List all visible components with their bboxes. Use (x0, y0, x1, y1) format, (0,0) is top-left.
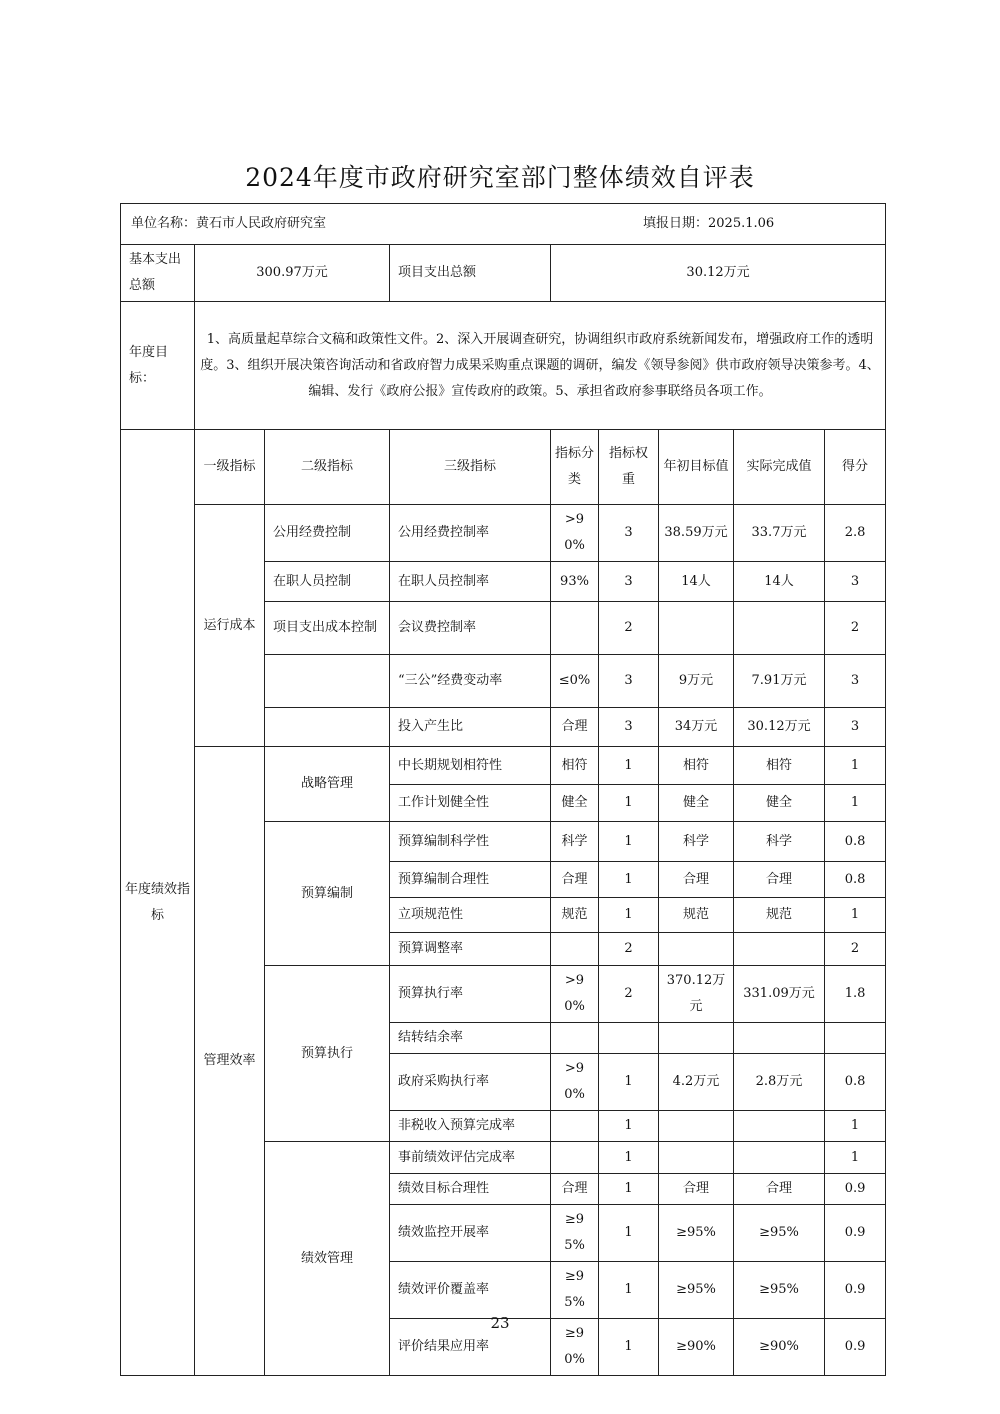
project-expense-value: 30.12万元 (551, 245, 886, 302)
indicator-weight: 1 (599, 862, 659, 898)
group-operating-cost: 运行成本 (195, 505, 265, 747)
indicator-score: 0.8 (825, 862, 886, 898)
indicator-actual (734, 1023, 825, 1054)
indicator-actual (734, 933, 825, 966)
indicator-score: 3 (825, 562, 886, 602)
indicator-type: >90% (551, 966, 599, 1023)
indicator-score: 1 (825, 747, 886, 785)
basic-expense-value: 300.97万元 (195, 245, 390, 302)
indicator-weight (599, 1023, 659, 1054)
col-header-weight: 指标权重 (599, 430, 659, 505)
indicator-score: 1 (825, 1111, 886, 1142)
indicator-name: 在职人员控制率 (390, 562, 551, 602)
subgroup-label: 预算执行 (265, 966, 390, 1142)
indicator-target: ≥95% (659, 1205, 734, 1262)
indicator-score: 0.9 (825, 1205, 886, 1262)
indicator-weight: 3 (599, 708, 659, 747)
indicator-type: ≥90% (551, 1319, 599, 1376)
col-header-actual: 实际完成值 (734, 430, 825, 505)
indicator-target: ≥90% (659, 1319, 734, 1376)
indicator-actual: 30.12万元 (734, 708, 825, 747)
indicator-type (551, 602, 599, 655)
indicator-name: 事前绩效评估完成率 (390, 1142, 551, 1174)
subgroup-label: 战略管理 (265, 747, 390, 822)
indicator-target (659, 602, 734, 655)
indicator-target: 4.2万元 (659, 1054, 734, 1111)
indicator-target: 合理 (659, 862, 734, 898)
indicator-type: ≤0% (551, 655, 599, 708)
indicator-name: 会议费控制率 (390, 602, 551, 655)
indicator-weight: 3 (599, 505, 659, 562)
indicator-target: 9万元 (659, 655, 734, 708)
indicator-name: 评价结果应用率 (390, 1319, 551, 1376)
indicator-target: 相符 (659, 747, 734, 785)
project-expense-label: 项目支出总额 (390, 245, 551, 302)
page-title: 2024年度市政府研究室部门整体绩效自评表 (245, 163, 755, 192)
basic-expense-label: 基本支出总额 (121, 245, 195, 302)
indicator-type: 相符 (551, 747, 599, 785)
indicator-weight: 2 (599, 602, 659, 655)
indicator-name: 投入产生比 (390, 708, 551, 747)
indicator-section-label: 年度绩效指标 (121, 430, 195, 1376)
evaluation-table (120, 203, 886, 1376)
col-header-type: 指标分类 (551, 430, 599, 505)
indicator-score: 0.9 (825, 1174, 886, 1205)
indicator-target: 合理 (659, 1174, 734, 1205)
indicator-actual (734, 602, 825, 655)
indicator-target (659, 1142, 734, 1174)
indicator-score: 3 (825, 708, 886, 747)
goal-label: 年度目标： (121, 302, 195, 430)
indicator-name: 绩效监控开展率 (390, 1205, 551, 1262)
indicator-target (659, 933, 734, 966)
indicator-name: “三公”经费变动率 (390, 655, 551, 708)
indicator-score: 1 (825, 1142, 886, 1174)
indicator-score: 2 (825, 602, 886, 655)
indicator-type (551, 1111, 599, 1142)
indicator-name: 预算调整率 (390, 933, 551, 966)
indicator-actual (734, 1142, 825, 1174)
table-row (121, 747, 886, 785)
indicator-name: 预算执行率 (390, 966, 551, 1023)
indicator-target: 规范 (659, 898, 734, 933)
indicator-target: 38.59万元 (659, 505, 734, 562)
indicator-actual: 合理 (734, 1174, 825, 1205)
indicator-type: 合理 (551, 862, 599, 898)
indicator-name: 结转结余率 (390, 1023, 551, 1054)
indicator-type (551, 933, 599, 966)
subgroup-label: 在职人员控制 (265, 562, 390, 602)
unit-label: 单位名称： (131, 216, 197, 231)
indicator-score: 2.8 (825, 505, 886, 562)
subgroup-label: 预算编制 (265, 822, 390, 966)
group-management-efficiency: 管理效率 (195, 747, 265, 1376)
indicator-type (551, 1142, 599, 1174)
indicator-weight: 1 (599, 1319, 659, 1376)
indicator-actual: 331.09万元 (734, 966, 825, 1023)
indicator-actual: 2.8万元 (734, 1054, 825, 1111)
indicator-name: 中长期规划相符性 (390, 747, 551, 785)
indicator-actual: 健全 (734, 785, 825, 822)
indicator-weight: 3 (599, 655, 659, 708)
indicator-name: 非税收入预算完成率 (390, 1111, 551, 1142)
indicator-type: 健全 (551, 785, 599, 822)
indicator-score (825, 1023, 886, 1054)
indicator-target: 14人 (659, 562, 734, 602)
indicator-actual: 33.7万元 (734, 505, 825, 562)
indicator-actual: 科学 (734, 822, 825, 862)
indicator-score: 0.8 (825, 822, 886, 862)
indicator-actual: 合理 (734, 862, 825, 898)
indicator-actual (734, 1111, 825, 1142)
indicator-score: 0.9 (825, 1319, 886, 1376)
indicator-name: 预算编制科学性 (390, 822, 551, 862)
indicator-score: 1 (825, 785, 886, 822)
subgroup-label (265, 708, 390, 747)
col-header-target: 年初目标值 (659, 430, 734, 505)
col-header-level2: 二级指标 (265, 430, 390, 505)
indicator-weight: 2 (599, 966, 659, 1023)
indicator-name: 政府采购执行率 (390, 1054, 551, 1111)
indicator-score: 3 (825, 655, 886, 708)
indicator-target: 健全 (659, 785, 734, 822)
indicator-weight: 1 (599, 747, 659, 785)
indicator-target (659, 1023, 734, 1054)
indicator-type: 合理 (551, 708, 599, 747)
indicator-weight: 2 (599, 933, 659, 966)
fill-date: 2025.1.06 (708, 216, 775, 231)
indicator-name: 工作计划健全性 (390, 785, 551, 822)
indicator-name: 公用经费控制率 (390, 505, 551, 562)
header-row (121, 204, 886, 245)
indicator-type (551, 1023, 599, 1054)
col-header-level3: 三级指标 (390, 430, 551, 505)
indicator-type: 合理 (551, 1174, 599, 1205)
indicator-actual: 相符 (734, 747, 825, 785)
indicator-weight: 1 (599, 1111, 659, 1142)
indicator-actual: 规范 (734, 898, 825, 933)
indicator-target (659, 1111, 734, 1142)
indicator-weight: 1 (599, 1054, 659, 1111)
indicator-actual: 7.91万元 (734, 655, 825, 708)
subgroup-label: 绩效管理 (265, 1142, 390, 1376)
indicator-type: >90% (551, 1054, 599, 1111)
indicator-actual: ≥95% (734, 1262, 825, 1319)
indicator-weight: 1 (599, 785, 659, 822)
indicator-weight: 1 (599, 1205, 659, 1262)
indicator-weight: 1 (599, 1142, 659, 1174)
page-number: 23 (490, 1314, 510, 1332)
indicator-type: ≥95% (551, 1262, 599, 1319)
indicator-actual: ≥95% (734, 1205, 825, 1262)
indicator-score: 2 (825, 933, 886, 966)
indicator-target: 370.12万元 (659, 966, 734, 1023)
indicator-score: 1.8 (825, 966, 886, 1023)
indicator-type: >90% (551, 505, 599, 562)
indicator-type: 规范 (551, 898, 599, 933)
indicator-name: 立项规范性 (390, 898, 551, 933)
subgroup-label: 项目支出成本控制 (265, 602, 390, 655)
indicator-weight: 1 (599, 822, 659, 862)
indicator-type: 93% (551, 562, 599, 602)
indicator-target: 34万元 (659, 708, 734, 747)
unit-name: 黄石市人民政府研究室 (196, 216, 327, 231)
indicator-name: 预算编制合理性 (390, 862, 551, 898)
col-header-level1: 一级指标 (195, 430, 265, 505)
indicator-actual: ≥90% (734, 1319, 825, 1376)
fill-date-label: 填报日期： (643, 216, 709, 231)
indicator-weight: 1 (599, 1174, 659, 1205)
col-header-score: 得分 (825, 430, 886, 505)
indicator-type: 科学 (551, 822, 599, 862)
indicator-score: 0.9 (825, 1262, 886, 1319)
goal-text: 1、高质量起草综合文稿和政策性文件。2、深入开展调查研究，协调组织市政府系统新闻发布，增强政府工作的透明度。3、组织开展决策咨询活动和省政府智力成果采购重点课题的调研，编发《领导参阅》供市政府领导决策参考。4、编辑、发行《政府公报》宣传政府的政策。5、承担省政府参事联络员各项工作。 (195, 302, 886, 430)
indicator-type: ≥95% (551, 1205, 599, 1262)
indicator-score: 1 (825, 898, 886, 933)
table-row (121, 505, 886, 562)
subgroup-label: 公用经费控制 (265, 505, 390, 562)
indicator-name: 绩效目标合理性 (390, 1174, 551, 1205)
indicator-weight: 1 (599, 898, 659, 933)
subgroup-label (265, 655, 390, 708)
indicator-name: 绩效评价覆盖率 (390, 1262, 551, 1319)
indicator-target: ≥95% (659, 1262, 734, 1319)
indicator-score: 0.8 (825, 1054, 886, 1111)
indicator-actual: 14人 (734, 562, 825, 602)
indicator-weight: 3 (599, 562, 659, 602)
indicator-weight: 1 (599, 1262, 659, 1319)
indicator-target: 科学 (659, 822, 734, 862)
